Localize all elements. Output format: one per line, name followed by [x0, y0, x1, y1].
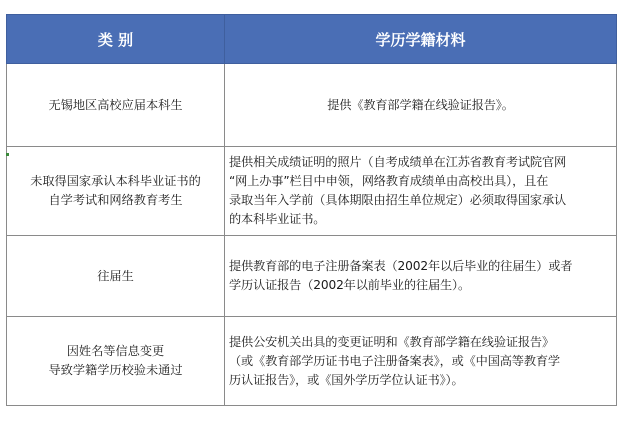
- category-text: 无锡地区高校应届本科生: [48, 97, 183, 112]
- requirements-table: [6, 14, 617, 406]
- material-text: 学历认证报告（2002年以前毕业的往届生）。: [229, 278, 470, 292]
- header-materials: 学历学籍材料: [225, 15, 617, 64]
- material-cell: [225, 236, 617, 317]
- table-row: [7, 236, 617, 317]
- material-text: 历认证报告》，或《国外学历学位认证书》）。: [229, 372, 464, 387]
- category-text: 自学考试和网络教育考生: [48, 193, 183, 207]
- material-text: “网上办事”栏目中申领，网络教育成绩单由高校出具），且在: [229, 174, 549, 188]
- material-text: 提供《教育部学籍在线验证报告》。: [327, 97, 514, 112]
- category-cell: [7, 64, 225, 147]
- material-text: 录取当年入学前（具体期限由招生单位规定）必须取得国家承认: [229, 193, 567, 207]
- cell-selection-marker: [6, 153, 9, 156]
- category-cell: [7, 147, 225, 236]
- table-row: [7, 317, 617, 406]
- header-category: 类 别: [7, 15, 225, 64]
- table-row: [7, 64, 617, 147]
- category-text: 因姓名等信息变更: [66, 344, 165, 358]
- category-cell: [7, 236, 225, 317]
- material-cell: [225, 64, 617, 147]
- material-cell: [225, 147, 617, 236]
- material-text: 提供教育部的电子注册备案表（2002年以后毕业的往届生）或者: [229, 259, 573, 273]
- category-cell: [7, 317, 225, 406]
- table-header-row: [7, 15, 617, 64]
- category-text: 往届生: [97, 268, 134, 283]
- material-text: 提供公安机关出具的变更证明和《教育部学籍在线验证报告》: [229, 334, 555, 349]
- material-text: （或《教育部学历证书电子注册备案表》，或《中国高等教育学: [229, 353, 560, 368]
- material-text: 的本科毕业证书。: [229, 212, 326, 226]
- table-row: [7, 147, 617, 236]
- material-cell: [225, 317, 617, 406]
- category-text: 未取得国家承认本科毕业证书的: [30, 174, 201, 188]
- material-text: 提供相关成绩证明的照片（自考成绩单在江苏省教育考试院官网: [229, 155, 567, 169]
- category-text: 导致学籍学历校验未通过: [48, 363, 183, 377]
